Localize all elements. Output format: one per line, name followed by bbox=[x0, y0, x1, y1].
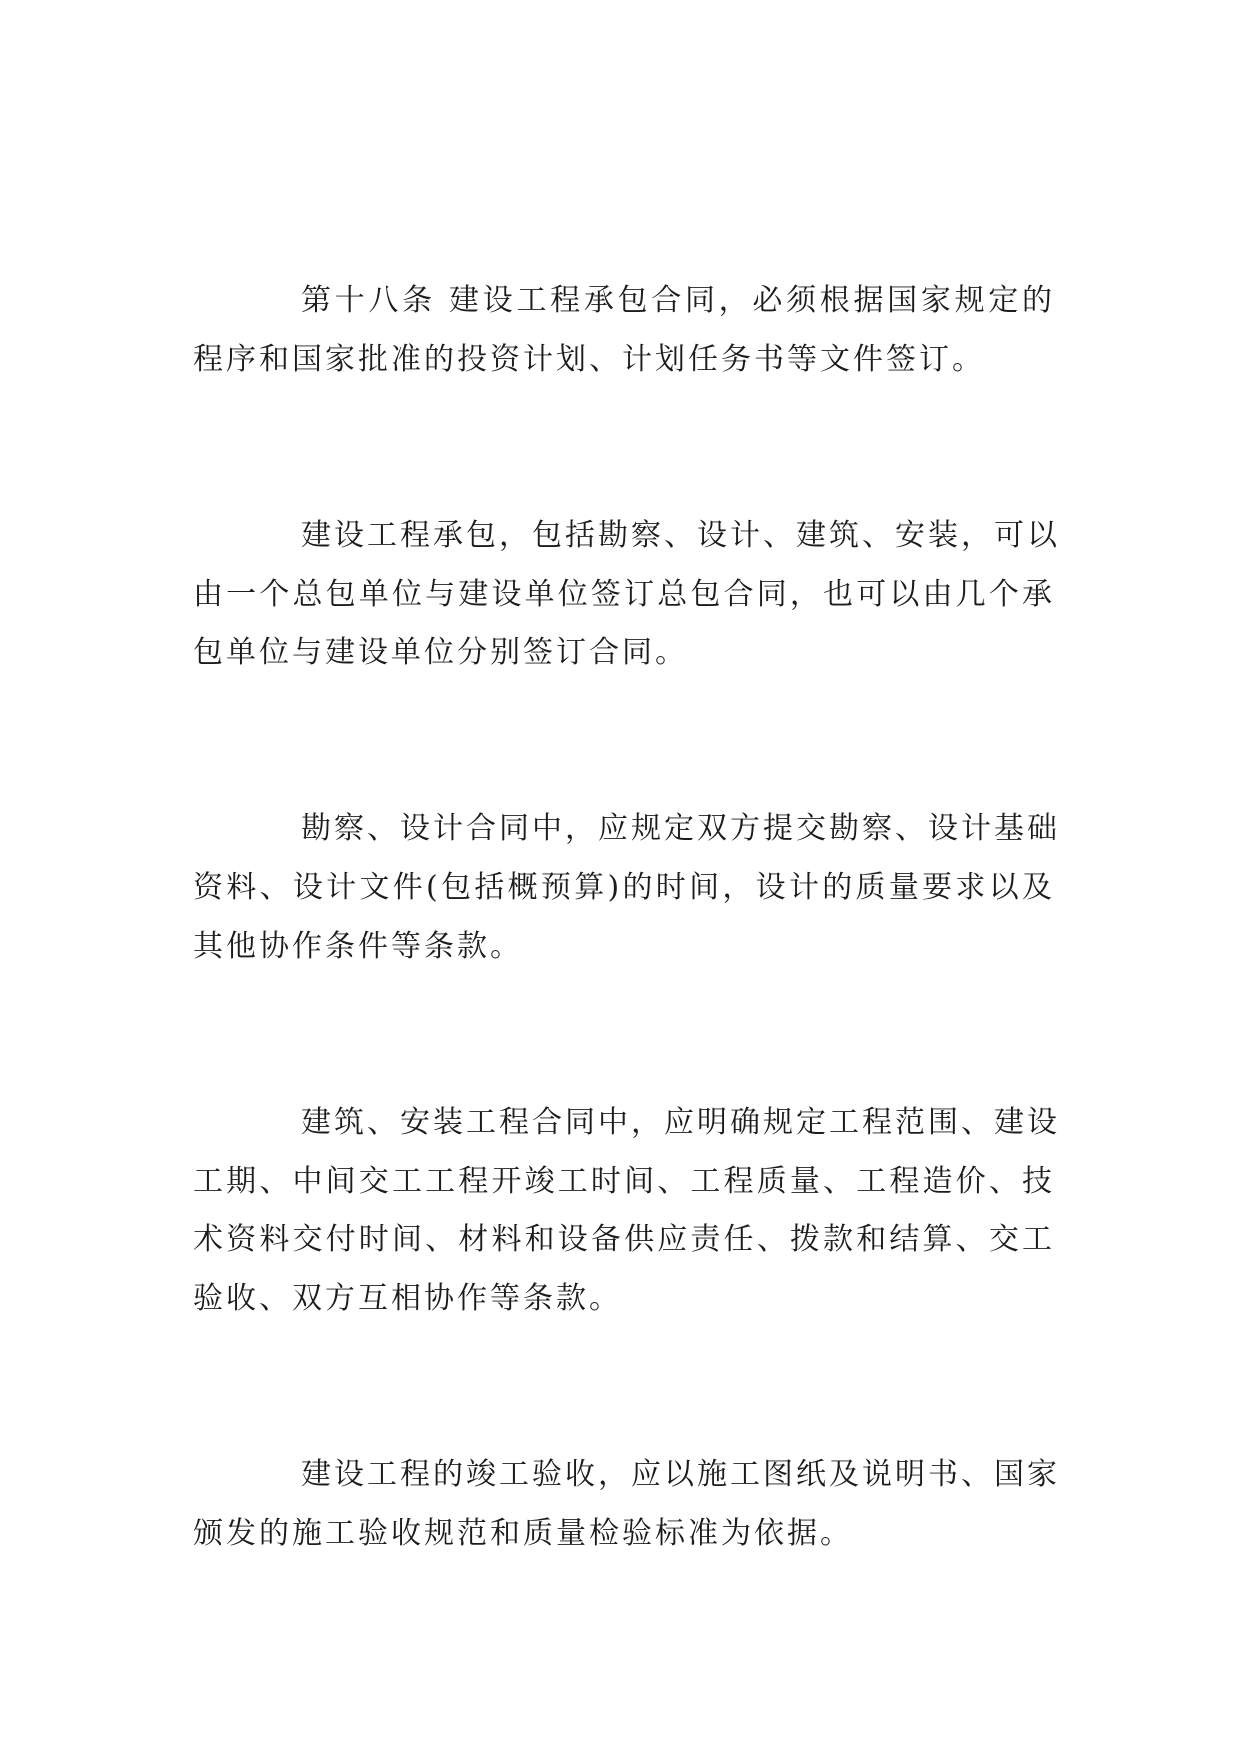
paragraph-line: 由一个总包单位与建设单位签订总包合同，也可以由几个承 bbox=[193, 576, 1055, 612]
paragraph-contract-scope bbox=[193, 507, 1060, 683]
paragraph-line: 建设工程的竣工验收，应以施工图纸及说明书、国家 bbox=[301, 1457, 1060, 1492]
paragraph-line: 勘察、设计合同中，应规定双方提交勘察、设计基础 bbox=[301, 811, 1060, 847]
paragraph-line: 术资料交付时间、材料和设备供应责任、拨款和结算、交工 bbox=[193, 1222, 1055, 1258]
document-body bbox=[193, 272, 1060, 1563]
paragraph-survey-design-contract bbox=[193, 800, 1060, 976]
paragraph-line: 建筑、安装工程合同中，应明确规定工程范围、建设 bbox=[301, 1104, 1060, 1140]
paragraph-construction-contract bbox=[193, 1094, 1060, 1329]
paragraph-line: 验收、双方互相协作等条款。 bbox=[193, 1280, 622, 1316]
paragraph-line: 建设工程承包，包括勘察、设计、建筑、安装，可以 bbox=[301, 517, 1060, 553]
paragraph-line: 工期、中间交工工程开竣工时间、工程质量、工程造价、技 bbox=[193, 1163, 1055, 1199]
paragraph-line: 第十八条 建设工程承包合同，必须根据国家规定的 bbox=[301, 283, 1055, 318]
paragraph-line: 其他协作条件等条款。 bbox=[193, 928, 523, 964]
paragraph-line: 包单位与建设单位分别签订合同。 bbox=[193, 635, 688, 671]
paragraph-completion-acceptance bbox=[193, 1446, 1060, 1563]
paragraph-line: 颁发的施工验收规范和质量检验标准为依据。 bbox=[193, 1515, 853, 1551]
paragraph-line: 资料、设计文件(包括概预算)的时间，设计的质量要求以及 bbox=[193, 870, 1055, 905]
paragraph-line: 程序和国家批准的投资计划、计划任务书等文件签订。 bbox=[193, 341, 985, 377]
paragraph-article-18 bbox=[193, 272, 1055, 389]
